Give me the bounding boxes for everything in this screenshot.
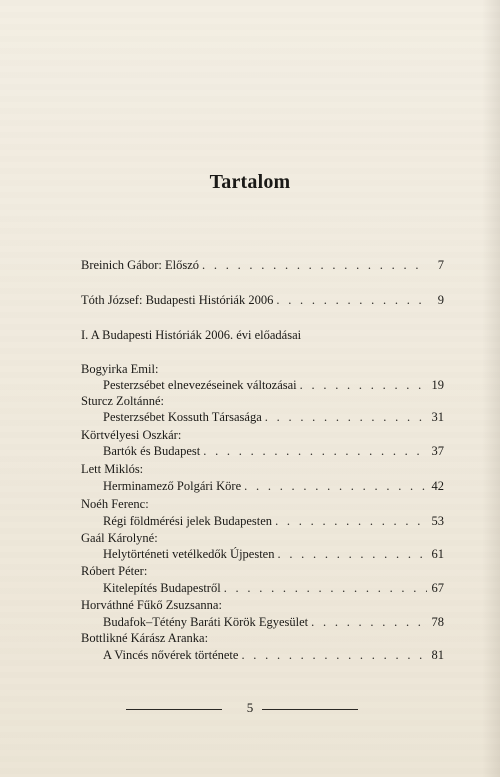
lecture-page: 31 [431, 410, 444, 424]
dot-leader [276, 293, 427, 308]
lecture-title: Kitelepítés Budapestről [103, 581, 221, 595]
lecture-author: Horváthné Fűkő Zsuzsanna: [81, 598, 222, 612]
lecture-page: 78 [431, 615, 444, 629]
lecture-page: 19 [431, 378, 444, 392]
toc-entry-page: 7 [437, 258, 444, 272]
lecture-author: Bogyirka Emil: [81, 362, 159, 376]
dot-leader [300, 378, 427, 393]
lecture-page: 61 [431, 547, 444, 561]
dot-leader [275, 514, 427, 529]
lecture-page: 67 [431, 581, 444, 595]
lecture-entry [103, 514, 444, 529]
lecture-entry [103, 581, 444, 596]
lecture-title: Budafok–Tétény Baráti Körök Egyesület [103, 615, 309, 629]
lecture-entry [103, 444, 444, 459]
lecture-author: Bottlikné Kárász Aranka: [81, 631, 209, 645]
dot-leader [224, 581, 427, 596]
lecture-author: Lett Miklós: [81, 462, 144, 476]
toc-entry-title: Tóth József: Budapesti Históriák 2006 [81, 293, 274, 307]
lecture-author: Sturcz Zoltánné: [81, 394, 164, 408]
lecture-page: 53 [431, 514, 444, 528]
lecture-author: Gaál Károlyné: [81, 531, 158, 545]
dot-leader [203, 444, 427, 459]
lecture-title: Pesterzsébet Kossuth Társasága [103, 410, 262, 424]
lecture-title: Régi földmérési jelek Budapesten [103, 514, 273, 528]
toc-entry-title: Breinich Gábor: Előszó [81, 258, 200, 272]
lecture-title: Pesterzsébet elnevezéseinek változásai [103, 378, 297, 392]
lecture-author: Körtvélyesi Oszkár: [81, 428, 182, 442]
toc-entry-page: 9 [437, 293, 444, 307]
lecture-page: 81 [431, 648, 444, 662]
lecture-entry [103, 378, 444, 393]
page-edge-shadow [482, 0, 500, 777]
lecture-entry [103, 648, 444, 663]
lecture-title: Herminamező Polgári Köre [103, 479, 242, 493]
toc-entry [81, 258, 444, 273]
dot-leader [241, 648, 427, 663]
footer-rule-right [262, 709, 358, 710]
page-number: 5 [246, 700, 254, 715]
lecture-title: Helytörténeti vetélkedők Újpesten [103, 547, 275, 561]
lecture-page: 42 [431, 479, 444, 493]
dot-leader [244, 479, 427, 494]
page-footer [0, 700, 500, 720]
lecture-author: Róbert Péter: [81, 564, 148, 578]
page-title: Tartalom [209, 171, 291, 193]
dot-leader [311, 615, 427, 630]
toc-entry [81, 293, 444, 308]
lecture-author: Noéh Ferenc: [81, 497, 149, 511]
dot-leader [265, 410, 427, 425]
lecture-entry [103, 479, 444, 494]
lecture-page: 37 [431, 444, 444, 458]
dot-leader [277, 547, 427, 562]
lecture-title: A Vincés nővérek története [103, 648, 239, 662]
lecture-entry [103, 547, 444, 562]
dot-leader [202, 258, 427, 273]
lecture-entry [103, 410, 444, 425]
section-heading: I. A Budapesti Históriák 2006. évi előadásai [81, 328, 302, 342]
lecture-title: Bartók és Budapest [103, 444, 201, 458]
lecture-entry [103, 615, 444, 630]
